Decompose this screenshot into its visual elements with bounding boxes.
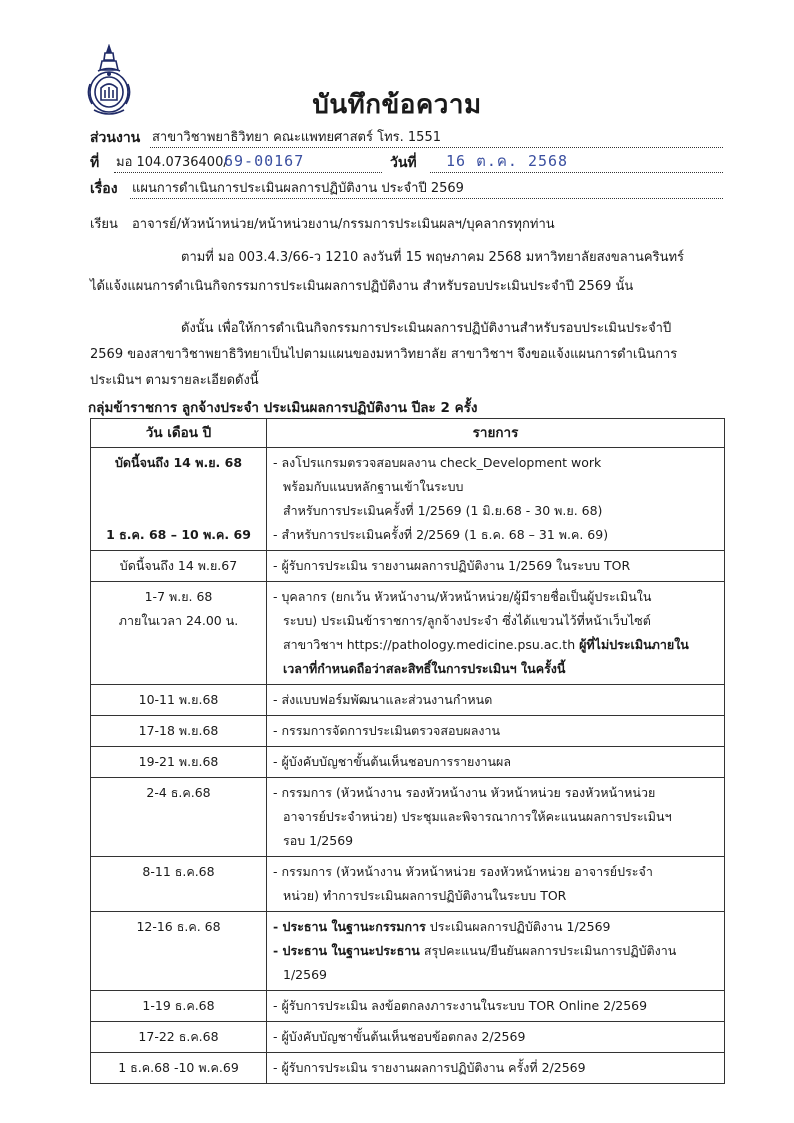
row-item [267, 912, 725, 991]
to-line [90, 213, 730, 237]
table-row [91, 857, 725, 912]
para2-line1: ดังนั้น เพื่อให้การดำเนินกิจกรรมการประเมินผลการปฏิบัติงานสำหรับรอบประเมินประจำปี [181, 321, 672, 336]
table-row [91, 747, 725, 778]
row-item-text: - บุคลากร (ยกเว้น หัวหน้างาน/หัวหน้าหน่วย/ผู้มีรายชื่อเป็นผู้ประเมินใน [273, 589, 652, 604]
row-item-role-text: - ประธาน ในฐานะกรรมการ [273, 919, 426, 934]
row-item-warning-text: เวลาที่กำหนดถือว่าสละสิทธิ์ในการประเมินฯ ในครั้งนี้ [283, 661, 566, 676]
row-item-text: สรุปคะแนน/ยืนยันผลการประเมินการปฏิบัติงาน [423, 943, 677, 958]
to-label: เรียน [90, 217, 118, 232]
ref-label: ที่ [90, 155, 100, 171]
row-item-text: - กรรมการ (หัวหน้างาน หัวหน้าหน่วย รองหัวหน้าหน่วย อาจารย์ประจำ [273, 864, 653, 879]
row-date: 8-11 ธ.ค.68 [91, 857, 267, 912]
para1-line1: ตามที่ มอ 003.4.3/66-ว 1210 ลงวันที่ 15 พฤษภาคม 2568 มหาวิทยาลัยสงขลานครินทร์ [181, 250, 685, 265]
row-date: 12-16 ธ.ค. 68 [91, 912, 267, 991]
row-item-text: - ลงโปรแกรมตรวจสอบผลงาน check_Development work [273, 455, 602, 470]
row-item: - ส่งแบบฟอร์มพัฒนาและส่วนงานกำหนด [267, 685, 725, 716]
row-item: - ผู้รับการประเมิน รายงานผลการปฏิบัติงาน ครั้งที่ 2/2569 [267, 1053, 725, 1084]
table-row [91, 778, 725, 857]
row-item [267, 778, 725, 857]
row-item-role-text: - ประธาน ในฐานะประธาน [273, 943, 420, 958]
row-date [91, 448, 267, 551]
row-date-text: ภายในเวลา 24.00 น. [118, 613, 239, 628]
subject-value: แผนการดำเนินการประเมินผลการปฏิบัติงาน ประจำปี 2569 [132, 181, 464, 196]
department-value: สาขาวิชาพยาธิวิทยา คณะแพทยศาสตร์ โทร. 1551 [152, 130, 441, 145]
header-item: รายการ [267, 419, 725, 448]
row-item-text: รอบ 1/2569 [283, 833, 354, 848]
row-date-text: บัดนี้จนถึง 14 พ.ย. 68 [114, 455, 243, 470]
schedule-table [90, 418, 725, 1084]
row-date: 19-21 พ.ย.68 [91, 747, 267, 778]
row-item: - ผู้บังคับบัญชาขั้นต้นเห็นชอบการรายงานผล [267, 747, 725, 778]
subject-dotted-rule [130, 198, 723, 199]
date-label: วันที่ [390, 155, 417, 171]
header-date: วัน เดือน ปี [91, 419, 267, 448]
row-date [91, 582, 267, 685]
row-date: 1-19 ธ.ค.68 [91, 991, 267, 1022]
subject-line [90, 177, 723, 201]
to-value: อาจารย์/หัวหน้าหน่วย/หน้าหน่วยงาน/กรรมการประเมินผลฯ/บุคลากรทุกท่าน [132, 217, 555, 232]
ref-value: มอ 104.0736400/ [116, 155, 228, 170]
table-row [91, 991, 725, 1022]
row-item-text: พร้อมกับแนบหลักฐานเข้าในระบบ [283, 479, 464, 494]
row-date: 17-22 ธ.ค.68 [91, 1022, 267, 1053]
row-item-text: - กรรมการ (หัวหน้างาน รองหัวหน้างาน หัวหน้าหน่วย รองหัวหน้าหน่วย [273, 785, 656, 800]
row-item-text: 1/2569 [283, 967, 327, 982]
section-heading: กลุ่มข้าราชการ ลูกจ้างประจำ ประเมินผลการปฏิบัติงาน ปีละ 2 ครั้ง [88, 400, 478, 416]
table-row [91, 685, 725, 716]
row-item-text: สาขาวิชาฯ https://pathology.medicine.psu.ac.th [283, 637, 576, 652]
department-dotted-rule [150, 147, 723, 148]
table-row [91, 912, 725, 991]
ref-dotted-rule [114, 172, 382, 173]
row-item-text: ระบบ) ประเมินข้าราชการ/ลูกจ้างประจำ ซึ่งได้แขวนไว้ที่หน้าเว็บไซต์ [283, 613, 651, 628]
row-item-text: หน่วย) ทำการประเมินผลการปฏิบัติงานในระบบ TOR [283, 888, 567, 903]
para1-line2: ได้แจ้งแผนการดำเนินกิจกรรมการประเมินผลการปฏิบัติงาน สำหรับรอบประเมินประจำปี 2569 นั้น [90, 279, 634, 294]
row-item: - ผู้รับการประเมิน ลงข้อตกลงภาระงานในระบบ TOR Online 2/2569 [267, 991, 725, 1022]
table-row [91, 1022, 725, 1053]
row-item-text: - สำหรับการประเมินครั้งที่ 2/2569 (1 ธ.ค. 68 – 31 พ.ค. 69) [273, 527, 609, 542]
department-label: ส่วนงาน [90, 130, 141, 146]
row-date: 17-18 พ.ย.68 [91, 716, 267, 747]
table-row [91, 448, 725, 551]
row-item-text: อาจารย์ประจำหน่วย) ประชุมและพิจารณาการให้คะแนนผลการประเมินฯ [283, 809, 672, 824]
ref-handwritten: 69-00167 [224, 152, 305, 170]
table-row [91, 716, 725, 747]
row-date: 1 ธ.ค.68 -10 พ.ค.69 [91, 1053, 267, 1084]
table-header-row [91, 419, 725, 448]
row-date: 10-11 พ.ย.68 [91, 685, 267, 716]
row-date: บัดนี้จนถึง 14 พ.ย.67 [91, 551, 267, 582]
row-item [267, 448, 725, 551]
row-item-warning-text: ผู้ที่ไม่ประเมินภายใน [579, 637, 689, 652]
subject-label: เรื่อง [90, 181, 118, 197]
row-item-text: ประเมินผลการปฏิบัติงาน 1/2569 [429, 919, 611, 934]
date-handwritten: 16 ต.ค. 2568 [446, 152, 569, 170]
page-title: บันทึกข้อความ [312, 90, 482, 120]
row-item [267, 582, 725, 685]
department-line [90, 126, 723, 150]
row-date-text: 1 ธ.ค. 68 – 10 พ.ค. 69 [106, 527, 251, 542]
table-row [91, 582, 725, 685]
row-item: - กรรมการจัดการประเมินตรวจสอบผลงาน [267, 716, 725, 747]
date-dotted-rule [430, 172, 723, 173]
row-item: - ผู้รับการประเมิน รายงานผลการปฏิบัติงาน 1/2569 ในระบบ TOR [267, 551, 725, 582]
row-item: - ผู้บังคับบัญชาขั้นต้นเห็นชอบข้อตกลง 2/2569 [267, 1022, 725, 1053]
table-row [91, 1053, 725, 1084]
table-row [91, 551, 725, 582]
row-date: 2-4 ธ.ค.68 [91, 778, 267, 857]
row-item [267, 857, 725, 912]
para2-line3: ประเมินฯ ตามรายละเอียดดังนี้ [90, 373, 259, 388]
ref-date-line [90, 151, 723, 175]
row-item-text: สำหรับการประเมินครั้งที่ 1/2569 (1 มิ.ย.68 - 30 พ.ย. 68) [283, 503, 603, 518]
row-date-text: 1-7 พ.ย. 68 [144, 589, 213, 604]
para2-line2: 2569 ของสาขาวิชาพยาธิวิทยาเป็นไปตามแผนของมหาวิทยาลัย สาขาวิชาฯ จึงขอแจ้งแผนการดำเนินการ [90, 347, 678, 362]
